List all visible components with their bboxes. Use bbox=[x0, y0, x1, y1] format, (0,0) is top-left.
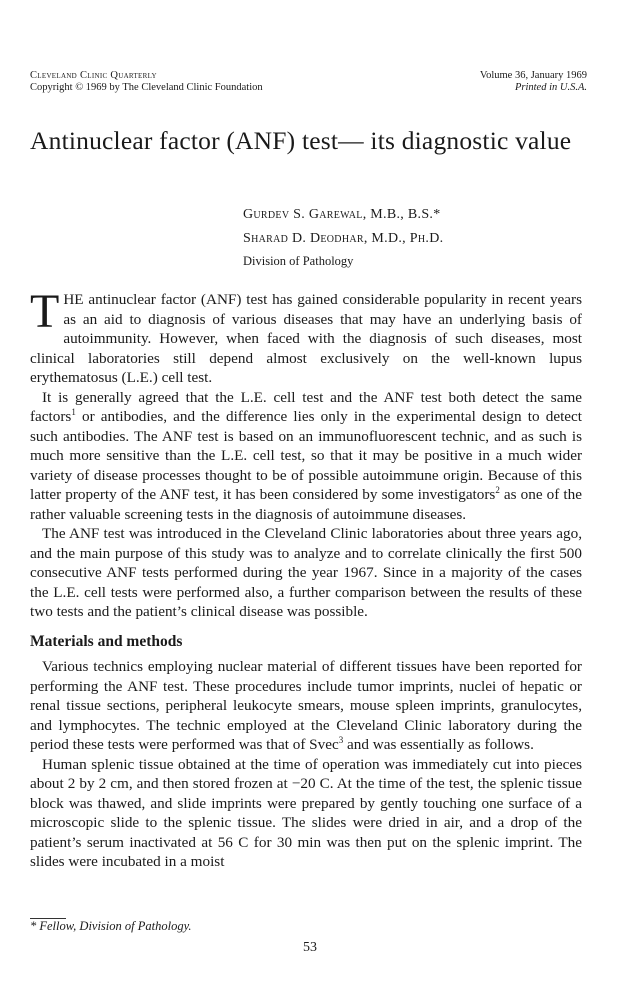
paragraph-1: THE antinuclear factor (ANF) test has gained considerable popularity in recent years as an aid to diagnosis of various diseases that may have an underlying basis of autoimmunity. However, when faced with the diagnosis of such diseases, most clinical laboratories still depend almost exclusively on the well-known lupus erythematosus (L.E.) cell test. bbox=[30, 285, 582, 386]
article-title: Antinuclear factor (ANF) test— its diagnostic value bbox=[30, 126, 572, 155]
paragraph-5: Human splenic tissue obtained at the time of operation was immediately cut into pieces about 2 by 2 cm, and then stored frozen at −20 C. At the time of the test, the splenic tissue block was thawed, and slide imprints were prepared by gently touching one surface of a microscopic slide to the splenic tissue. The slides were dried in air, and a drop of the patient’s serum inactivated at 56 C for 30 min was then put on the splenic imprint. The slides were incubated in a moist bbox=[30, 755, 582, 870]
citation-1: 1 bbox=[71, 406, 76, 417]
paragraph-2: It is generally agreed that the L.E. cell test and the ANF test both detect the same factors$^1$ or antibodies, and the difference lies only in the experimental design to detect such antibodies. The ANF test is based on an immunofluorescent technic, and as such is much more sensitive than the L.E. cell test, so that it may be positive in a much wider variety of disease processes thought to be of possible autoimmune origin. Because of this latter property of the ANF test, it has been considered by some investigators$^2$ as one of the rather valuable screening tests in the diagnosis of autoimmune diseases. bbox=[30, 388, 582, 523]
drop-cap: T bbox=[30, 285, 60, 338]
footnote: * Fellow, Division of Pathology. bbox=[30, 919, 192, 933]
journal-name: Cleveland Clinic Quarterly bbox=[30, 70, 157, 81]
citation-3: 3 bbox=[338, 734, 344, 745]
author-2: Sharad D. Deodhar, M.D., Ph.D. bbox=[243, 231, 444, 246]
article-body bbox=[30, 285, 582, 872]
citation-2: 2 bbox=[495, 484, 500, 495]
printed-line: Printed in U.S.A. bbox=[514, 82, 587, 93]
paragraph-3: The ANF test was introduced in the Cleveland Clinic laboratories about three years ago, and the main purpose of this study was to analyze and to correlate clinically the first 500 consecutive ANF tests performed during the year 1967. Since in a majority of the cases the L.E. cell tests were performed also, a further comparison between the results of these two tests and the patient’s clinical disease was possible. bbox=[30, 525, 582, 620]
section-heading: Materials and methods bbox=[30, 632, 183, 650]
copyright-line: Copyright © 1969 by The Cleveland Clinic Foundation bbox=[30, 82, 263, 93]
author-1: Gurdev S. Garewal, M.B., B.S.* bbox=[243, 207, 441, 222]
journal-header bbox=[30, 70, 263, 94]
volume-header bbox=[480, 70, 587, 94]
volume-line: Volume 36, January 1969 bbox=[479, 70, 587, 81]
paragraph-4: Various technics employing nuclear material of different tissues have been reported for performing the ANF test. These procedures include tumor imprints, nuclei of hepatic or renal tissue sections, peripheral leukocyte smears, mouse spleen imprints, granulocytes, and lymphocytes. The technic employed at the Cleveland Clinic laboratory during the period these tests were performed was that of Svec$^3$ and was essentially as follows. bbox=[30, 658, 582, 753]
author-block bbox=[243, 203, 443, 271]
page-number: 53 bbox=[303, 940, 317, 955]
author-division: Division of Pathology bbox=[243, 254, 354, 268]
